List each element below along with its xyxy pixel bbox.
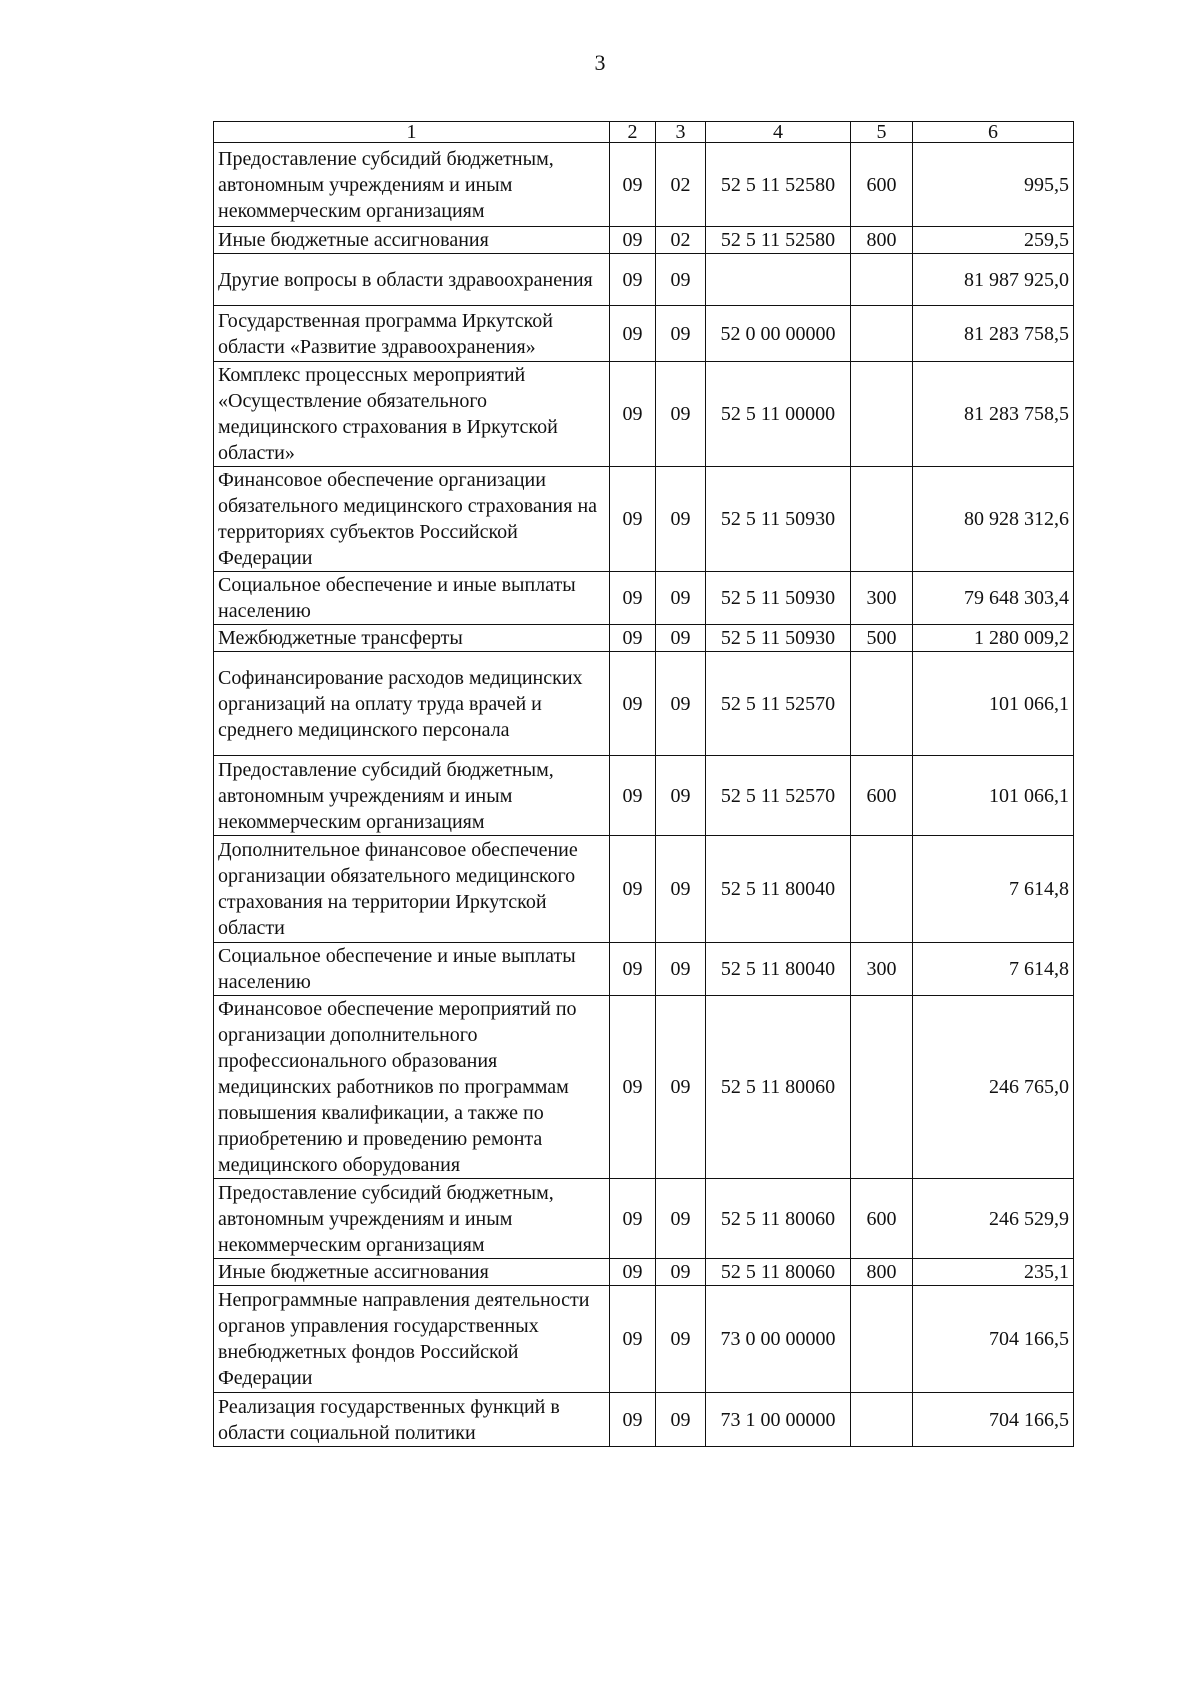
column-header: 3 — [656, 122, 706, 143]
section-code-cell: 09 — [610, 1179, 656, 1259]
table-header-row — [214, 122, 1074, 143]
section-code-cell: 09 — [610, 652, 656, 756]
section-code-cell: 09 — [610, 836, 656, 943]
subsection-code-cell: 09 — [656, 1286, 706, 1393]
section-code-cell: 09 — [610, 996, 656, 1179]
subsection-code-cell: 09 — [656, 572, 706, 625]
subsection-code-cell: 09 — [656, 996, 706, 1179]
section-code-cell: 09 — [610, 143, 656, 227]
row-name-cell: Дополнительное финансовое обеспечение организации обязательного медицинского страхования на территории Иркутской области — [214, 836, 610, 943]
row-name-cell: Другие вопросы в области здравоохранения — [214, 254, 610, 306]
row-name-cell: Финансовое обеспечение организации обязательного медицинского страхования на территориях субъектов Российской Федерации — [214, 467, 610, 572]
amount-cell: 81 987 925,0 — [913, 254, 1074, 306]
target-article-cell — [706, 254, 851, 306]
table-row — [214, 652, 1074, 756]
amount-cell: 101 066,1 — [913, 652, 1074, 756]
target-article-cell: 52 5 11 80060 — [706, 996, 851, 1179]
row-name-cell: Предоставление субсидий бюджетным, автономным учреждениям и иным некоммерческим организациям — [214, 1179, 610, 1259]
amount-cell: 101 066,1 — [913, 756, 1074, 836]
expense-type-cell: 800 — [851, 1259, 913, 1286]
section-code-cell: 09 — [610, 1259, 656, 1286]
subsection-code-cell: 09 — [656, 652, 706, 756]
table-row — [214, 756, 1074, 836]
row-name-cell: Предоставление субсидий бюджетным, автономным учреждениям и иным некоммерческим организациям — [214, 756, 610, 836]
subsection-code-cell: 09 — [656, 625, 706, 652]
target-article-cell: 52 5 11 80040 — [706, 943, 851, 996]
table-row — [214, 1259, 1074, 1286]
target-article-cell: 73 1 00 00000 — [706, 1393, 851, 1447]
amount-cell: 81 283 758,5 — [913, 362, 1074, 467]
table-row — [214, 467, 1074, 572]
section-code-cell: 09 — [610, 467, 656, 572]
amount-cell: 7 614,8 — [913, 943, 1074, 996]
row-name-cell: Непрограммные направления деятельности органов управления государственных внебюджетных фондов Российской Федерации — [214, 1286, 610, 1393]
expense-type-cell — [851, 467, 913, 572]
subsection-code-cell: 09 — [656, 756, 706, 836]
expense-type-cell — [851, 836, 913, 943]
row-name-cell: Социальное обеспечение и иные выплаты населению — [214, 572, 610, 625]
section-code-cell: 09 — [610, 254, 656, 306]
expense-type-cell: 600 — [851, 756, 913, 836]
table-row — [214, 1179, 1074, 1259]
amount-cell: 704 166,5 — [913, 1286, 1074, 1393]
expense-type-cell: 300 — [851, 943, 913, 996]
row-name-cell: Реализация государственных функций в области социальной политики — [214, 1393, 610, 1447]
row-name-cell: Иные бюджетные ассигнования — [214, 1259, 610, 1286]
page-number: 3 — [594, 50, 606, 75]
target-article-cell: 52 5 11 80040 — [706, 836, 851, 943]
row-name-cell: Государственная программа Иркутской области «Развитие здравоохранения» — [214, 306, 610, 362]
target-article-cell: 52 5 11 52580 — [706, 227, 851, 254]
amount-cell: 246 529,9 — [913, 1179, 1074, 1259]
column-header: 1 — [214, 122, 610, 143]
amount-cell: 81 283 758,5 — [913, 306, 1074, 362]
row-name-cell: Комплекс процессных мероприятий «Осуществление обязательного медицинского страхования в Иркутской области» — [214, 362, 610, 467]
section-code-cell: 09 — [610, 306, 656, 362]
target-article-cell: 52 5 11 50930 — [706, 572, 851, 625]
section-code-cell: 09 — [610, 943, 656, 996]
section-code-cell: 09 — [610, 625, 656, 652]
subsection-code-cell: 09 — [656, 943, 706, 996]
target-article-cell: 73 0 00 00000 — [706, 1286, 851, 1393]
section-code-cell: 09 — [610, 572, 656, 625]
table-row — [214, 306, 1074, 362]
amount-cell: 79 648 303,4 — [913, 572, 1074, 625]
table-row — [214, 1393, 1074, 1447]
table-row — [214, 362, 1074, 467]
expense-type-cell: 600 — [851, 143, 913, 227]
target-article-cell: 52 5 11 00000 — [706, 362, 851, 467]
subsection-code-cell: 09 — [656, 1179, 706, 1259]
table-row — [214, 943, 1074, 996]
target-article-cell: 52 5 11 50930 — [706, 467, 851, 572]
subsection-code-cell: 09 — [656, 1259, 706, 1286]
expense-type-cell: 300 — [851, 572, 913, 625]
expense-type-cell — [851, 652, 913, 756]
target-article-cell: 52 5 11 52570 — [706, 756, 851, 836]
table-row — [214, 143, 1074, 227]
expense-type-cell — [851, 1286, 913, 1393]
target-article-cell: 52 5 11 52570 — [706, 652, 851, 756]
amount-cell: 80 928 312,6 — [913, 467, 1074, 572]
column-header: 5 — [851, 122, 913, 143]
column-header: 4 — [706, 122, 851, 143]
section-code-cell: 09 — [610, 1286, 656, 1393]
subsection-code-cell: 02 — [656, 227, 706, 254]
row-name-cell: Финансовое обеспечение мероприятий по организации дополнительного профессионального образования медицинских работников по программам повышения квалификации, а также по приобретению и проведению ремонта медицинского оборудования — [214, 996, 610, 1179]
amount-cell: 246 765,0 — [913, 996, 1074, 1179]
table-row — [214, 996, 1074, 1179]
amount-cell: 704 166,5 — [913, 1393, 1074, 1447]
subsection-code-cell: 09 — [656, 836, 706, 943]
amount-cell: 995,5 — [913, 143, 1074, 227]
amount-cell: 235,1 — [913, 1259, 1074, 1286]
section-code-cell: 09 — [610, 756, 656, 836]
subsection-code-cell: 09 — [656, 306, 706, 362]
section-code-cell: 09 — [610, 1393, 656, 1447]
row-name-cell: Софинансирование расходов медицинских организаций на оплату труда врачей и среднего медицинского персонала — [214, 652, 610, 756]
amount-cell: 1 280 009,2 — [913, 625, 1074, 652]
amount-cell: 259,5 — [913, 227, 1074, 254]
expense-type-cell: 500 — [851, 625, 913, 652]
expense-type-cell: 800 — [851, 227, 913, 254]
table-row — [214, 1286, 1074, 1393]
target-article-cell: 52 5 11 80060 — [706, 1259, 851, 1286]
expense-type-cell — [851, 996, 913, 1179]
target-article-cell: 52 5 11 50930 — [706, 625, 851, 652]
table-row — [214, 836, 1074, 943]
subsection-code-cell: 09 — [656, 467, 706, 572]
column-header: 2 — [610, 122, 656, 143]
expense-type-cell: 600 — [851, 1179, 913, 1259]
section-code-cell: 09 — [610, 227, 656, 254]
subsection-code-cell: 09 — [656, 362, 706, 467]
expense-type-cell — [851, 362, 913, 467]
row-name-cell: Иные бюджетные ассигнования — [214, 227, 610, 254]
row-name-cell: Межбюджетные трансферты — [214, 625, 610, 652]
section-code-cell: 09 — [610, 362, 656, 467]
target-article-cell: 52 0 00 00000 — [706, 306, 851, 362]
expense-type-cell — [851, 1393, 913, 1447]
table-row — [214, 625, 1074, 652]
subsection-code-cell: 09 — [656, 254, 706, 306]
table-row — [214, 572, 1074, 625]
target-article-cell: 52 5 11 52580 — [706, 143, 851, 227]
table-row — [214, 254, 1074, 306]
amount-cell: 7 614,8 — [913, 836, 1074, 943]
column-header: 6 — [913, 122, 1074, 143]
row-name-cell: Социальное обеспечение и иные выплаты населению — [214, 943, 610, 996]
expense-type-cell — [851, 306, 913, 362]
subsection-code-cell: 02 — [656, 143, 706, 227]
expense-type-cell — [851, 254, 913, 306]
table-row — [214, 227, 1074, 254]
subsection-code-cell: 09 — [656, 1393, 706, 1447]
row-name-cell: Предоставление субсидий бюджетным, автономным учреждениям и иным некоммерческим организациям — [214, 143, 610, 227]
target-article-cell: 52 5 11 80060 — [706, 1179, 851, 1259]
budget-table — [213, 121, 1074, 1447]
